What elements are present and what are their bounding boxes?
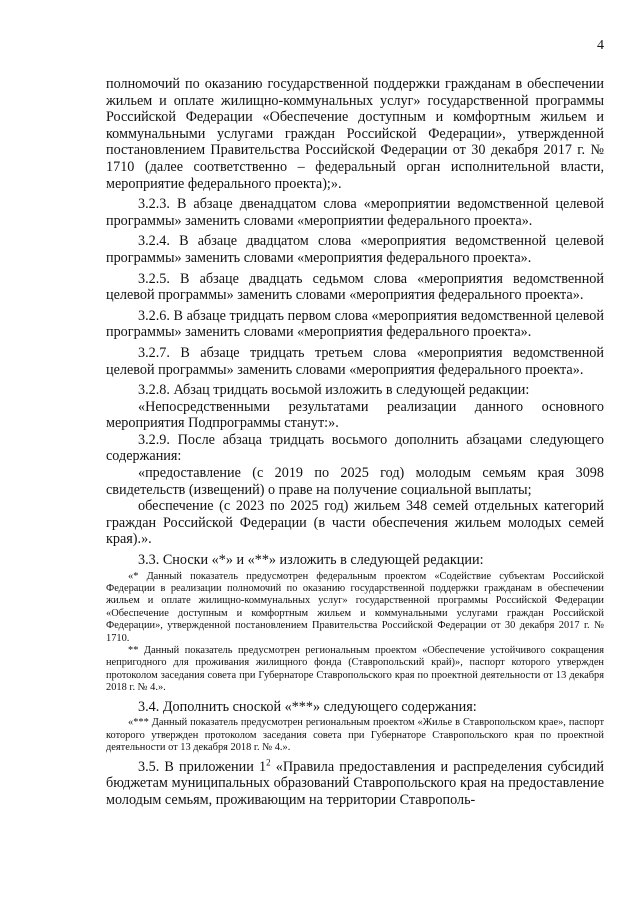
appendix-superscript: 2 xyxy=(266,756,271,767)
footnote-triple-star: «*** Данный показатель предусмотрен региональным проектом «Жилье в Ставропольском крае», паспорт которого утвержден протоколом заседания совета при Губернаторе Ставропольского края по проектной деятельности от 13 декабря 2018 г. № 4.». xyxy=(106,717,604,754)
paragraph-3-2-9: 3.2.9. После абзаца тридцать восьмого дополнить абзацами следующего содержания: xyxy=(106,431,604,465)
paragraph-quoted-results: «Непосредственными результатами реализации данного основного мероприятия Подпрограммы станут:». xyxy=(106,398,604,432)
footnote-single-star: «* Данный показатель предусмотрен федеральным проектом «Содействие субъектам Российской Федерации в реализации полномочий по оказанию государственной поддержки гражданам в обеспечении жильем и оплате жилищно-коммунальных услуг» государственной программы Российской Федерации «Обеспечение доступным и комфортным жильем и коммунальными услугами граждан Российской Федерации», утвержденной постановлением Правительства Российской Федерации от 30 декабря 2017 г. № 1710. xyxy=(106,570,604,644)
paragraph-quoted-provision: «предоставление (с 2019 по 2025 год) молодым семьям края 3098 свидетельств (извещений) о праве на получение социальной выплаты; xyxy=(106,465,604,498)
paragraph-3-2-5: 3.2.5. В абзаце двадцать седьмом слова «мероприятия ведомственной целевой программы» заменить словами «мероприятия федерального проекта». xyxy=(106,270,604,304)
paragraph-3-2-3: 3.2.3. В абзаце двенадцатом слова «мероприятии ведомственной целевой программы» заменить словами «мероприятии федерального проекта». xyxy=(106,196,604,229)
paragraph-continuation: полномочий по оказанию государственной поддержки гражданам в обеспечении жильем и оплате жилищно-коммунальных услуг» государственной программы Российской Федерации «Обеспечение доступным и комфортным жильем и коммунальными услугами граждан Российской Федерации», утвержденной постановлением Правительства Российской Федерации от 30 декабря 2017 г. № 1710 (далее соответственно – федеральный орган исполнительной власти, мероприятие федерального проекта);». xyxy=(106,76,604,192)
paragraph-3-2-6: 3.2.6. В абзаце тридцать первом слова «мероприятия ведомственной целевой программы» заменить словами «мероприятия федерального проекта». xyxy=(106,307,604,341)
paragraph-3-3: 3.3. Сноски «*» и «**» изложить в следующей редакции: xyxy=(138,552,484,569)
paragraph-3-2-4: 3.2.4. В абзаце двадцатом слова «мероприятия ведомственной целевой программы» заменить словами «мероприятия федерального проекта». xyxy=(106,233,604,266)
paragraph-3-2-7: 3.2.7. В абзаце тридцать третьем слова «мероприятия ведомственной целевой программы» заменить словами «мероприятия федерального проекта». xyxy=(106,344,604,378)
footnote-double-star: ** Данный показатель предусмотрен региональным проектом «Обеспечение устойчивого сокращения непригодного для проживания жилищного фонда (Ставропольский край)», паспорт которого утвержден протоколом заседания совета при Губернаторе Ставропольского края по проектной деятельности от 13 декабря 2018 г. № 4.». xyxy=(106,645,604,694)
paragraph-3-5-rest: «Правила предоставления и распределения субсидий бюджетам муниципальных образований Ставропольского края на предоставление молодым семьям, проживающим на территории Ставрополь- xyxy=(106,758,604,808)
paragraph-quoted-housing: обеспечение (с 2023 по 2025 год) жильем 348 семей отдельных категорий граждан Российской Федерации (в части обеспечения жильем молодых семей края).». xyxy=(106,498,604,548)
paragraph-3-2-8: 3.2.8. Абзац тридцать восьмой изложить в следующей редакции: xyxy=(138,382,530,399)
paragraph-3-4: 3.4. Дополнить сноской «***» следующего содержания: xyxy=(138,698,477,715)
paragraph-3-5-start: 3.5. В приложении 1 xyxy=(138,758,267,775)
document-body xyxy=(106,76,604,808)
paragraph-3-5 xyxy=(106,756,604,809)
page-number: 4 xyxy=(597,38,604,53)
